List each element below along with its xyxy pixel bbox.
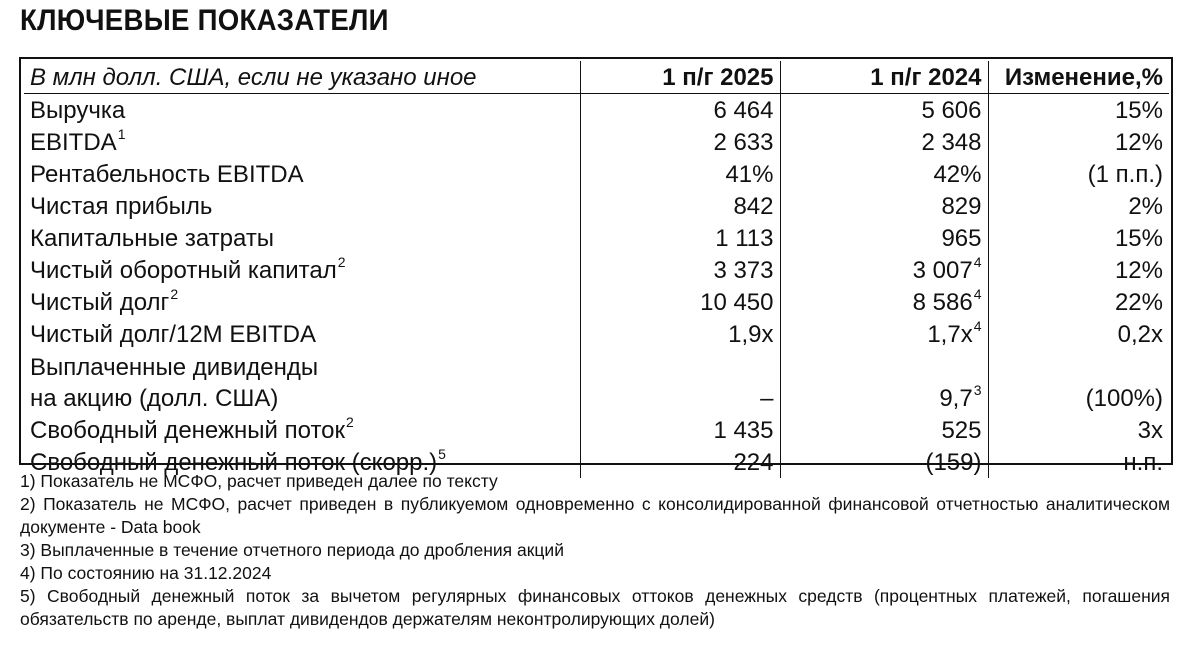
header-h1-2025: 1 п/г 2025 [580, 61, 780, 94]
row-label: Свободный денежный поток$^2$ [30, 414, 354, 444]
value-change: (100%) [988, 350, 1169, 414]
row-label: Выплаченные дивиденды на акцию (долл. США) [30, 354, 319, 412]
table-header-row [24, 61, 1169, 94]
row-label: Чистая прибыль [30, 193, 213, 220]
row-label: Свободный денежный поток (скорр.)$^5$ [30, 446, 446, 476]
key-indicators-table [24, 61, 1169, 478]
table-row-capex [24, 222, 1169, 254]
table-row-ebitda [24, 126, 1169, 158]
value-2024: 2 348 [780, 126, 988, 158]
footnote-marker: 2 [337, 254, 346, 270]
row-label: Чистый долг$^2$ [30, 286, 179, 316]
value-change: 12% [988, 254, 1169, 286]
value-change: 2% [988, 190, 1169, 222]
value-2025: 1 113 [580, 222, 780, 254]
table-row-dividends-per-share [24, 350, 1169, 414]
footnote-marker: 4 [973, 254, 982, 270]
header-units-note: В млн долл. США, если не указано иное [24, 61, 580, 94]
value-2024: 8 $586^4$ [780, 286, 988, 318]
row-label: Чистый долг/12M EBITDA [30, 321, 317, 348]
value-2025: 3 373 [580, 254, 780, 286]
value-2024: 525 [780, 414, 988, 446]
value-2025: 224 [580, 446, 780, 478]
value-2025: 6 464 [580, 94, 780, 127]
value-2024: $1,7x^4$ [780, 318, 988, 350]
value-2024: 829 [780, 190, 988, 222]
header-h1-2024: 1 п/г 2024 [780, 61, 988, 94]
value-2025: – [580, 350, 780, 414]
table-row-revenue [24, 94, 1169, 127]
table-row-free-cash-flow [24, 414, 1169, 446]
row-label: Капитальные затраты [30, 225, 275, 252]
table-row-net-working-capital [24, 254, 1169, 286]
footnote-marker: 4 [973, 286, 982, 302]
footnote-marker: 1 [117, 126, 126, 142]
footnotes [20, 470, 1170, 631]
value-2024: 5 606 [780, 94, 988, 127]
footnote-marker: 2 [346, 414, 354, 430]
footnote-4: 4) По состоянию на 31.12.2024 [20, 563, 272, 583]
table-row-net-profit [24, 190, 1169, 222]
value-2025: 41% [580, 158, 780, 190]
table-row-net-debt [24, 286, 1169, 318]
value-2024: (159) [780, 446, 988, 478]
value-change: 22% [988, 286, 1169, 318]
row-label: Выручка [30, 97, 126, 124]
footnote-marker: 3 [973, 382, 982, 398]
table-row-ebitda-margin [24, 158, 1169, 190]
footnote-marker: 4 [973, 318, 982, 334]
table-row-net-debt-to-ebitda [24, 318, 1169, 350]
page-title: КЛЮЧЕВЫЕ ПОКАЗАТЕЛИ [20, 4, 389, 37]
row-label: EBITDA$^1$ [30, 126, 126, 156]
value-change: 15% [988, 222, 1169, 254]
value-change: 12% [988, 126, 1169, 158]
value-change: (1 п.п.) [988, 158, 1169, 190]
footnote-5: 5) Свободный денежный поток за вычетом регулярных финансовых оттоков денежных средств (процентных платежей, погашения обязательств по аренде, выплат дивидендов держателям неконтролирующих долей) [20, 586, 1170, 629]
value-2024: 965 [780, 222, 988, 254]
value-2025: 1 435 [580, 414, 780, 446]
footnote-marker: 5 [438, 446, 446, 462]
value-2024: $9,7^3$ [780, 350, 988, 414]
footnote-2: 2) Показатель не МСФО, расчет приведен в публикуемом одновременно с консолидированной финансовой отчетностью аналитическом документе - Data book [20, 494, 1170, 537]
value-change: н.п. [988, 446, 1169, 478]
value-2024: 42% [780, 158, 988, 190]
footnote-1: 1) Показатель не МСФО, расчет приведен далее по тексту [20, 471, 498, 491]
row-label: Чистый оборотный капитал$^2$ [30, 254, 346, 284]
value-change: 3x [988, 414, 1169, 446]
row-label: Рентабельность EBITDA [30, 161, 304, 188]
value-2024: 3 $007^4$ [780, 254, 988, 286]
value-2025: 1,9x [580, 318, 780, 350]
value-change: 15% [988, 94, 1169, 127]
header-change: Изменение,% [988, 61, 1169, 94]
value-change: 0,2x [988, 318, 1169, 350]
value-2025: 2 633 [580, 126, 780, 158]
footnote-marker: 2 [170, 286, 179, 302]
value-2025: 842 [580, 190, 780, 222]
footnote-3: 3) Выплаченные в течение отчетного периода до дробления акций [20, 540, 564, 560]
value-2025: 10 450 [580, 286, 780, 318]
